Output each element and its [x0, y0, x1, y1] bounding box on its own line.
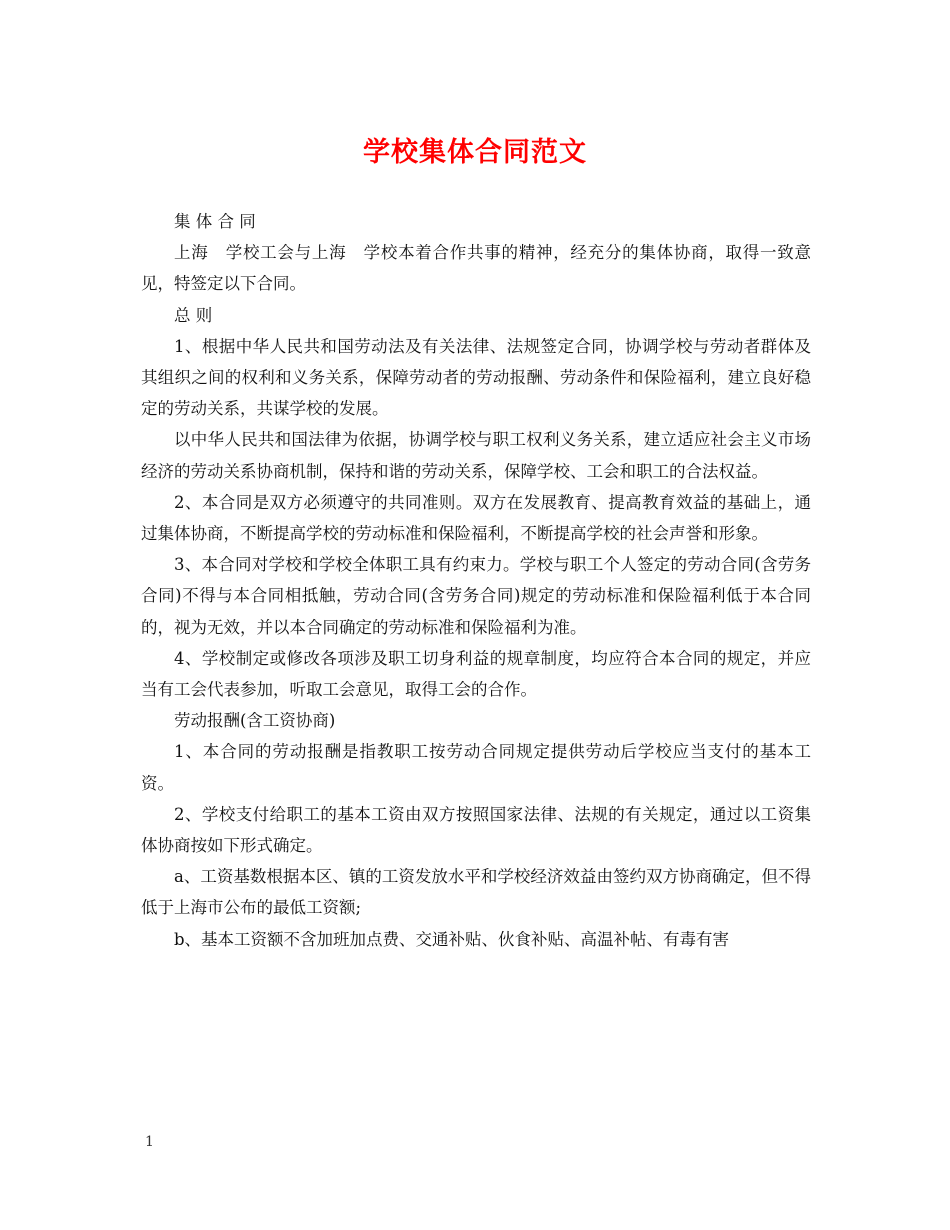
- paragraph-preamble: 上海 学校工会与上海 学校本着合作共事的精神，经充分的集体协商，取得一致意见，特签定以下合同。: [141, 243, 811, 294]
- paragraph-heading-remuneration: 劳动报酬(含工资协商): [174, 711, 336, 731]
- document-title: 学校集体合同范文: [363, 137, 587, 168]
- paragraph-remuneration-2: 2、学校支付给职工的基本工资由双方按照国家法律、法规的有关规定，通过以工资集体协商按如下形式确定。: [141, 804, 811, 856]
- paragraph-heading-contract: 集 体 合 同: [174, 212, 256, 231]
- paragraph-heading-general: 总 则: [174, 305, 213, 325]
- paragraph-remuneration-b: b、基本工资额不含加班加点费、交通补贴、伙食补贴、高温补帖、有毒有害: [174, 929, 730, 949]
- paragraph-general-basis: 以中华人民共和国法律为依据，协调学校与职工权利义务关系，建立适应社会主义市场经济的劳动关系协商机制，保持和谐的劳动关系，保障学校、工会和职工的合法权益。: [141, 430, 811, 481]
- paragraph-remuneration-a: a、工资基数根据本区、镇的工资发放水平和学校经济效益由签约双方协商确定，但不得低于上海市公布的最低工资额;: [141, 867, 811, 918]
- paragraph-general-2: 2、本合同是双方必须遵守的共同准则。双方在发展教育、提高教育效益的基础上，通过集体协商，不断提高学校的劳动标准和保险福利，不断提高学校的社会声誉和形象。: [141, 492, 811, 544]
- paragraph-general-4: 4、学校制定或修改各项涉及职工切身利益的规章制度，均应符合本合同的规定，并应当有工会代表参加，听取工会意见，取得工会的合作。: [141, 648, 811, 700]
- paragraph-general-3: 3、本合同对学校和学校全体职工具有约束力。学校与职工个人签定的劳动合同(含劳务合同)不得与本合同相抵触，劳动合同(含劳务合同)规定的劳动标准和保险福利低于本合同的，视为无效，并以本合同确定的劳动标准和保险福利为准。: [141, 555, 811, 637]
- document-body: [141, 206, 811, 955]
- page-number: 1: [145, 1134, 154, 1150]
- paragraph-remuneration-1: 1、本合同的劳动报酬是指教职工按劳动合同规定提供劳动后学校应当支付的基本工资。: [141, 742, 811, 793]
- paragraph-general-1: 1、根据中华人民共和国劳动法及有关法律、法规签定合同，协调学校与劳动者群体及其组织之间的权利和义务关系，保障劳动者的劳动报酬、劳动条件和保险福利，建立良好稳定的劳动关系，共谋学校的发展。: [141, 336, 811, 419]
